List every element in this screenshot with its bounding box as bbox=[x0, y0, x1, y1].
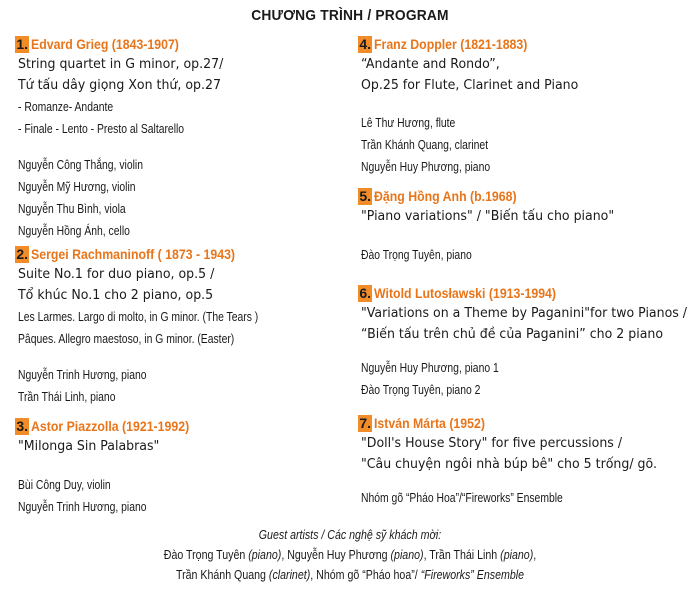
composer-name: Sergei Rachmaninoff ( 1873 - 1943) bbox=[31, 246, 236, 262]
guest-artists-heading: Guest artists / Các nghệ sỹ khách mời: bbox=[258, 528, 442, 542]
performer: Nhóm gõ “Pháo Hoa”/“Fireworks” Ensemble bbox=[361, 491, 563, 505]
performer: Nguyễn Huy Phương, piano 1 bbox=[361, 361, 499, 375]
performer: Bùi Công Duy, violin bbox=[18, 478, 111, 492]
program-item-1 bbox=[15, 34, 239, 242]
work-title: Suite No.1 for duo piano, op.5 / bbox=[18, 266, 215, 282]
work-title: String quartet in G minor, op.27/ bbox=[18, 56, 224, 72]
movement: Les Larmes. Largo di molto, in G minor. (The Tears ) bbox=[18, 310, 259, 324]
composer-name: Edvard Grieg (1843-1907) bbox=[31, 36, 179, 52]
composer-name: István Márta (1952) bbox=[374, 415, 485, 431]
program-item-6 bbox=[358, 283, 700, 401]
item-number: 7. bbox=[359, 414, 371, 431]
performer: Nguyễn Công Thắng, violin bbox=[18, 158, 143, 172]
program-item-2 bbox=[15, 244, 307, 408]
program-item-3 bbox=[15, 416, 211, 518]
work-title: “Andante and Rondo”, bbox=[361, 56, 500, 72]
performer: Nguyễn Hồng Ánh, cello bbox=[18, 224, 130, 238]
performer: Lê Thư Hương, flute bbox=[361, 116, 456, 130]
program-item-header bbox=[358, 34, 595, 54]
item-number: 3. bbox=[16, 417, 28, 434]
work-title: Tứ tấu dây giọng Xon thứ, op.27 bbox=[18, 77, 222, 93]
composer-name: Đặng Hồng Anh (b.1968) bbox=[374, 188, 517, 204]
performer: Nguyễn Trinh Hương, piano bbox=[18, 500, 147, 514]
performer: Đào Trọng Tuyên, piano bbox=[361, 248, 472, 262]
program-item-7 bbox=[358, 413, 679, 509]
movement: - Romanze- Andante bbox=[18, 100, 114, 114]
work-title: Op.25 for Flute, Clarinet and Piano bbox=[361, 77, 579, 93]
program-item-4 bbox=[358, 34, 595, 178]
work-title: "Doll's House Story" for five percussions / bbox=[361, 435, 623, 451]
performer: Nguyễn Trinh Hương, piano bbox=[18, 368, 147, 382]
performer: Nguyễn Thu Bình, viola bbox=[18, 202, 126, 216]
composer-name: Franz Doppler (1821-1883) bbox=[374, 36, 528, 52]
performer: Nguyễn Mỹ Hương, violin bbox=[18, 180, 136, 194]
performer: Trần Thái Linh, piano bbox=[18, 390, 116, 404]
work-title: "Piano variations" / "Biến tấu cho piano" bbox=[361, 208, 615, 224]
performer: Trần Khánh Quang, clarinet bbox=[361, 138, 489, 152]
performer: Đào Trọng Tuyên, piano 2 bbox=[361, 383, 481, 397]
performer: Nguyễn Huy Phương, piano bbox=[361, 160, 491, 174]
guest-artists bbox=[0, 525, 700, 585]
composer-name: Witold Lutosławski (1913-1994) bbox=[374, 285, 557, 301]
page-title: CHƯƠNG TRÌNH / PROGRAM bbox=[251, 7, 449, 24]
program-item-header bbox=[358, 283, 700, 303]
work-title: "Milonga Sin Palabras" bbox=[18, 438, 160, 454]
item-number: 4. bbox=[359, 35, 371, 52]
program-item-header bbox=[15, 244, 307, 264]
program-item-header bbox=[15, 34, 239, 54]
item-number: 5. bbox=[359, 187, 371, 204]
guest-artists-line-1: Đào Trọng Tuyên (piano), Nguyễn Huy Phương (piano), Trần Thái Linh (piano), bbox=[163, 548, 537, 562]
movement: - Finale - Lento - Presto al Saltarello bbox=[18, 122, 185, 136]
work-title: "Câu chuyện ngôi nhà búp bê" cho 5 trống/ gõ. bbox=[361, 456, 657, 472]
item-number: 2. bbox=[16, 245, 28, 262]
item-number: 6. bbox=[359, 284, 371, 301]
program-item-header bbox=[358, 413, 679, 433]
work-title: “Biến tấu trên chủ đề của Paganini” cho 2 piano bbox=[361, 326, 664, 342]
composer-name: Astor Piazzolla (1921-1992) bbox=[31, 418, 190, 434]
work-title: Tổ khúc No.1 cho 2 piano, op.5 bbox=[18, 287, 214, 303]
program-item-header bbox=[15, 416, 211, 436]
program-item-5 bbox=[358, 186, 633, 266]
program-item-header bbox=[358, 186, 633, 206]
item-number: 1. bbox=[16, 35, 28, 52]
movement: Pâques. Allegro maestoso, in G minor. (Easter) bbox=[18, 332, 235, 346]
work-title: "Variations on a Theme by Paganini"for two Pianos / bbox=[361, 305, 688, 321]
guest-artists-line-2: Trần Khánh Quang (clarinet), Nhóm gõ “Pháo hoa”/ “Fireworks” Ensemble bbox=[175, 568, 525, 582]
